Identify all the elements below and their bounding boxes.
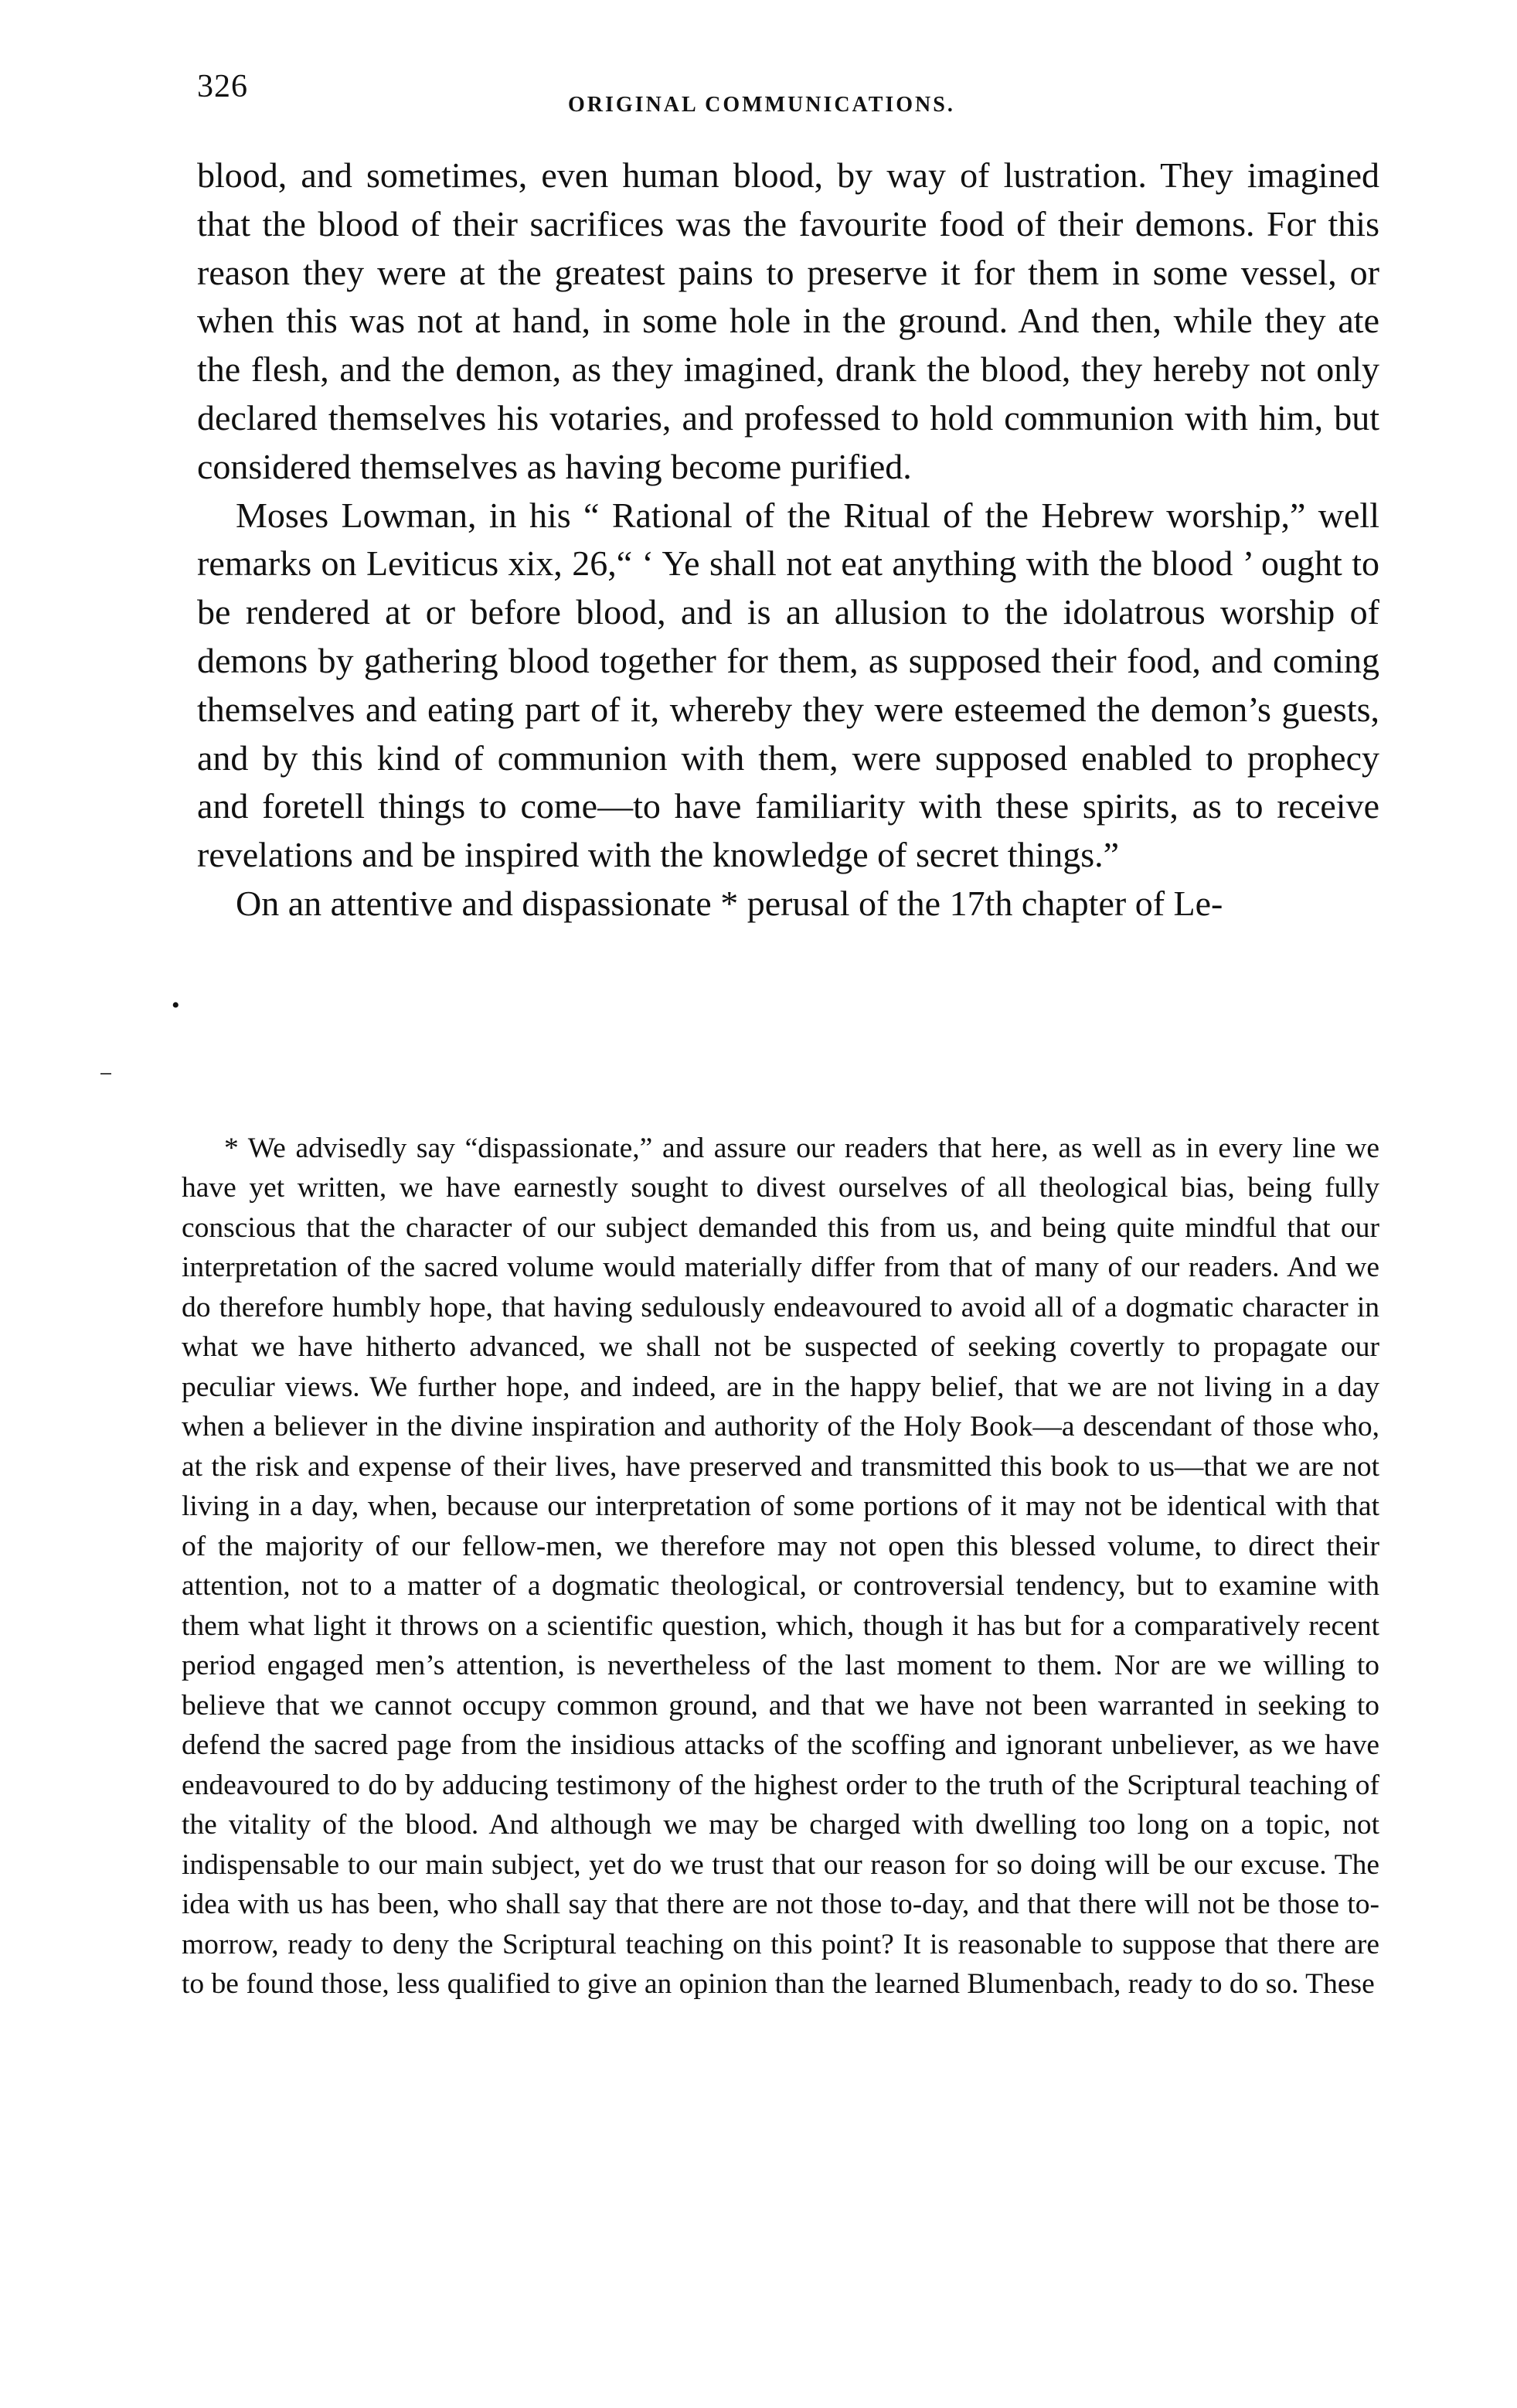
paragraph-1: blood, and sometimes, even human blood, by way of lustration. They imagined that the blood of their sacrifices was the favourite food of their demons. For this reason they were at the greatest pains to preserve it for them in some vessel, or when this was not at hand, in some hole in the ground. And then, while they ate the flesh, and the demon, as they imagined, drank the blood, they hereby not only declared themselves his votaries, and professed to hold communion with him, but considered themselves as having become purified. <box>197 155 1379 486</box>
paragraph-2: Moses Lowman, in his “ Rational of the Ritual of the Hebrew worship,” well remarks on Leviticus xix, 26,“ ‘ Ye shall not eat anything with the blood ’ ought to be rendered at or before blood, and is an allusion to the idolatrous worship of demons by gathering blood together for them, as supposed their food, and coming themselves and eating part of it, whereby they were esteemed the demon’s guests, and by this kind of communion with them, were supposed enabled to prophecy and foretell things to come—to have familiarity with these spirits, as to receive revelations and be inspired with the knowledge of secret things.” <box>197 495 1379 875</box>
page-header <box>197 68 1379 130</box>
paragraph-3: On an attentive and dispassionate * perusal of the 17th chapter of Le- <box>236 883 1223 923</box>
footnote: * We advisedly say “dispassionate,” and assure our readers that here, as well as in every line we have yet written, we have earnestly sought to divest ourselves of all theological bias, being fully conscious that the character of our subject demanded this from us, and being quite mindful that our interpretation of the sacred volume would materially differ from that of many of our readers. And we do therefore humbly hope, that having sedulously endeavoured to avoid all of a dogmatic character in what we have hitherto advanced, we shall not be suspected of seeking covertly to propagate our peculiar views. We further hope, and indeed, are in the happy belief, that we are not living in a day when a believer in the divine inspiration and authority of the Holy Book—a descendant of those who, at the risk and expense of their lives, have preserved and transmitted this book to us—that we are not living in a day, when, because our interpretation of some portions of it may not be identical with that of the majority of our fellow-men, we therefore may not open this blessed volume, to direct their attention, not to a matter of a dogmatic theological, or controversial tendency, but to examine with them what light it throws on a scientific question, which, though it has but for a comparatively recent period engaged men’s attention, is nevertheless of the last moment to them. Nor are we willing to believe that we cannot occupy common ground, and that we have not been warranted in seeking to defend the sacred page from the insidious attacks of the scoffing and ignorant unbeliever, as we have endeavoured to do by adducing testimony of the highest order to the truth of the Scriptural teaching of the vitality of the blood. And although we may be charged with dwelling too long on a topic, not indispensable to our main subject, yet do we trust that our reason for so doing will be our excuse. The idea with us has been, who shall say that there are not those to-day, and that there will not be those to-morrow, ready to deny the Scriptural teaching on this point? It is reasonable to suppose that there are to be found those, less qualified to give an opinion than the learned Blumenbach, ready to do so. These <box>182 1132 1379 2000</box>
running-head: ORIGINAL COMMUNICATIONS. <box>568 93 955 117</box>
margin-dot: • <box>172 993 180 1018</box>
margin-mark <box>100 1073 111 1075</box>
main-text <box>197 152 1379 928</box>
page-number: 326 <box>197 69 248 104</box>
